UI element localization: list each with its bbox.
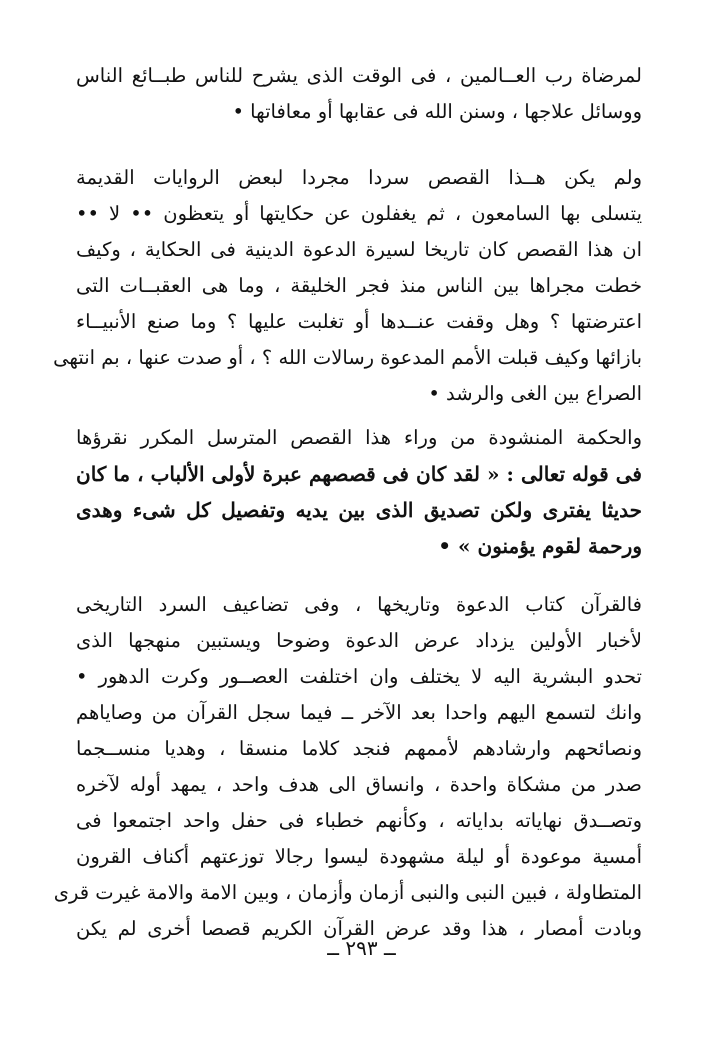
quran-quote-line: حديثا يفترى ولكن تصديق الذى بين يديه وتفصيل كل شىء وهدى <box>76 498 642 522</box>
text-line: وتصــدق نهاياته بداياته ، وكأنهم خطباء فى حفل واحد اجتمعوا فى <box>76 809 642 832</box>
text-line: وانك لتسمع اليهم واحدا بعد الآخر ــ فيما سجل القرآن من وصاياهم <box>76 701 642 724</box>
text-line: ولم يكن هــذا القصص سردا مجردا لبعض الروايات القديمة <box>76 166 642 189</box>
text-line: صدر من مشكاة واحدة ، وانساق الى هدف واحد ، يمهد أوله لآخره <box>76 773 642 796</box>
paragraph-4 <box>53 587 642 947</box>
page-number: ــ ٢٩٣ ــ <box>327 936 396 960</box>
text-line: أمسية موعودة أو ليلة مشهودة ليسوا رجالا توزعتهم أكناف القرون <box>76 845 642 868</box>
paragraph-3 <box>76 420 642 564</box>
text-line: المتطاولة ، فبين النبى والنبى أزمان وأزمان ، وبين الامة والامة غيرت قرى <box>53 881 642 904</box>
text-line: وبادت أمصار ، هذا وقد عرض القرآن الكريم قصصا أخرى لم يكن <box>76 917 642 940</box>
quran-quote-line: فى قوله تعالى : « لقد كان فى قصصهم عبرة لأولى الألباب ، ما كان <box>76 462 642 486</box>
text-line: ووسائل علاجها ، وسنن الله فى عقابها أو معافاتها • <box>232 100 642 123</box>
quran-quote-line: ورحمة لقوم يؤمنون » • <box>438 534 642 558</box>
paragraph-2 <box>53 160 642 412</box>
text-line: بازائها وكيف قبلت الأمم المدعوة رسالات الله ؟ ، أو صدت عنها ، بم انتهى <box>53 346 642 369</box>
text-line: فالقرآن كتاب الدعوة وتاريخها ، وفى تضاعيف السرد التاريخى <box>76 593 642 616</box>
text-line: اعترضتها ؟ وهل وقفت عنــدها أو تغلبت عليها ؟ وما صنع الأنبيــاء <box>76 310 642 333</box>
text-line: والحكمة المنشودة من وراء هذا القصص المترسل المكرر نقرؤها <box>76 426 642 449</box>
text-line: ونصائحهم وارشادهم لأممهم فنجد كلاما منسقا ، وهديا منســجما <box>76 737 642 760</box>
text-line: يتسلى بها السامعون ، ثم يغفلون عن حكايتها أو يتعظون •• لا •• <box>76 202 642 225</box>
text-line: لمرضاة رب العــالمين ، فى الوقت الذى يشرح للناس طبــائع الناس <box>76 64 642 87</box>
text-line: الصراع بين الغى والرشد • <box>428 382 642 405</box>
text-line: تحدو البشرية اليه لا يختلف وان اختلفت العصــور وكرت الدهور • <box>76 665 642 688</box>
text-line: خطت مجراها بين الناس منذ فجر الخليقة ، وما هى العقبــات التى <box>76 274 642 297</box>
text-line: لأخبار الأولين يزداد عرض الدعوة وضوحا ويستبين منهجها الذى <box>76 629 642 652</box>
text-line: ان هذا القصص كان تاريخا لسيرة الدعوة الدينية فى الحكاية ، وكيف <box>76 238 642 261</box>
paragraph-1 <box>76 58 642 130</box>
